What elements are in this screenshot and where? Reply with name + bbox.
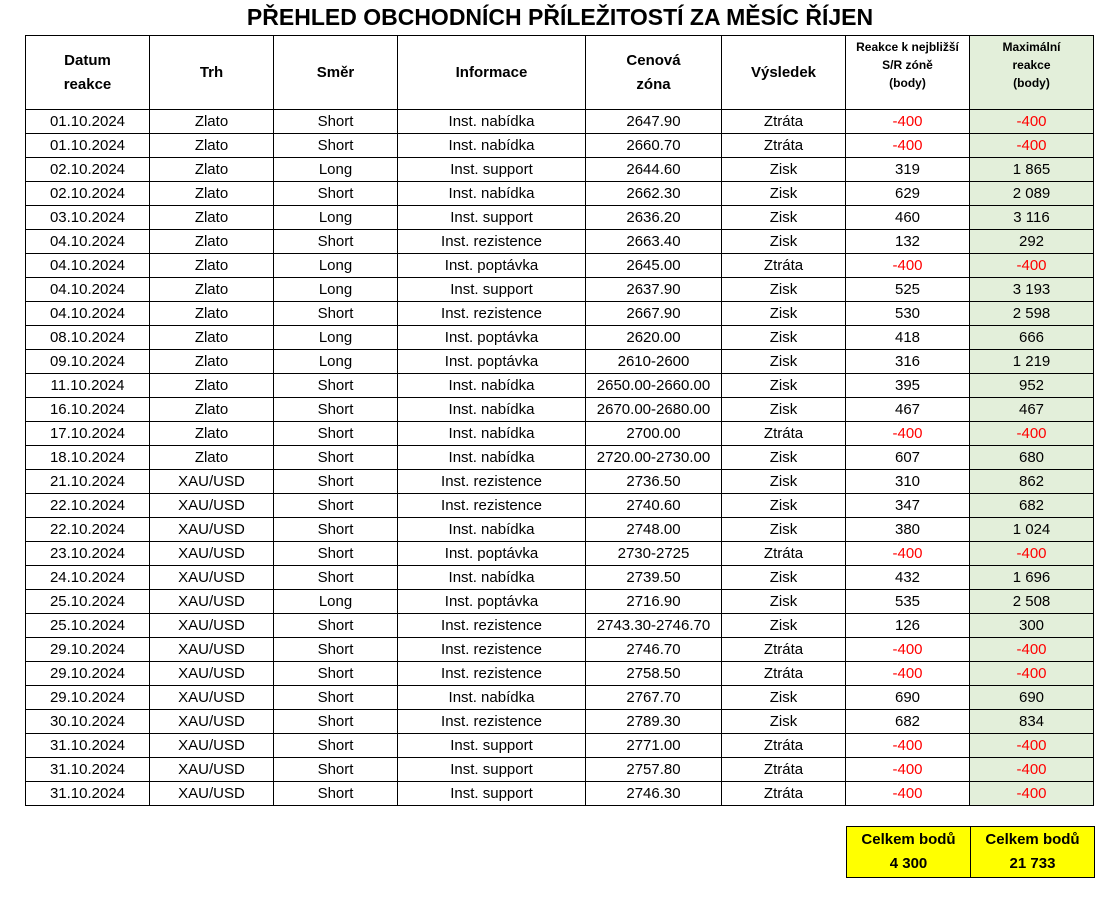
- cell-direction: Long: [274, 158, 398, 182]
- cell-date: 17.10.2024: [26, 422, 150, 446]
- cell-direction: Short: [274, 542, 398, 566]
- cell-result: Ztráta: [722, 782, 846, 806]
- cell-direction: Short: [274, 734, 398, 758]
- cell-reaction: 629: [846, 182, 970, 206]
- cell-zone: 2743.30-2746.70: [586, 614, 722, 638]
- cell-market: XAU/USD: [150, 518, 274, 542]
- cell-date: 25.10.2024: [26, 614, 150, 638]
- cell-zone: 2662.30: [586, 182, 722, 206]
- cell-info: Inst. support: [398, 782, 586, 806]
- cell-date: 22.10.2024: [26, 518, 150, 542]
- cell-date: 09.10.2024: [26, 350, 150, 374]
- header-max-reakce: [970, 36, 1094, 110]
- cell-info: Inst. nabídka: [398, 110, 586, 134]
- cell-direction: Short: [274, 710, 398, 734]
- table-row: [26, 254, 1094, 278]
- table-row: [26, 422, 1094, 446]
- table-row: [26, 398, 1094, 422]
- cell-result: Zisk: [722, 470, 846, 494]
- cell-reaction: 432: [846, 566, 970, 590]
- cell-market: Zlato: [150, 134, 274, 158]
- cell-zone: 2739.50: [586, 566, 722, 590]
- cell-zone: 2636.20: [586, 206, 722, 230]
- cell-reaction: -400: [846, 254, 970, 278]
- cell-zone: 2758.50: [586, 662, 722, 686]
- cell-result: Zisk: [722, 278, 846, 302]
- table-row: [26, 686, 1094, 710]
- cell-max-reaction: -400: [970, 422, 1094, 446]
- cell-info: Inst. nabídka: [398, 134, 586, 158]
- table-row: [26, 470, 1094, 494]
- cell-info: Inst. support: [398, 278, 586, 302]
- cell-date: 04.10.2024: [26, 230, 150, 254]
- cell-direction: Short: [274, 686, 398, 710]
- cell-zone: 2644.60: [586, 158, 722, 182]
- cell-info: Inst. nabídka: [398, 398, 586, 422]
- cell-zone: 2620.00: [586, 326, 722, 350]
- cell-reaction: -400: [846, 110, 970, 134]
- table-body: [26, 110, 1094, 806]
- cell-result: Zisk: [722, 566, 846, 590]
- cell-market: XAU/USD: [150, 758, 274, 782]
- cell-market: Zlato: [150, 398, 274, 422]
- cell-zone: 2740.60: [586, 494, 722, 518]
- cell-max-reaction: -400: [970, 134, 1094, 158]
- table-row: [26, 710, 1094, 734]
- cell-reaction: -400: [846, 662, 970, 686]
- cell-market: Zlato: [150, 446, 274, 470]
- cell-result: Zisk: [722, 350, 846, 374]
- total-reaction-label: Celkem bodů: [861, 831, 956, 848]
- total-max-value: 21 733: [1009, 855, 1056, 872]
- cell-market: XAU/USD: [150, 494, 274, 518]
- cell-result: Zisk: [722, 710, 846, 734]
- cell-zone: 2637.90: [586, 278, 722, 302]
- cell-result: Ztráta: [722, 662, 846, 686]
- cell-max-reaction: 2 598: [970, 302, 1094, 326]
- cell-zone: 2789.30: [586, 710, 722, 734]
- cell-market: Zlato: [150, 278, 274, 302]
- cell-zone: 2645.00: [586, 254, 722, 278]
- cell-reaction: 319: [846, 158, 970, 182]
- cell-result: Ztráta: [722, 734, 846, 758]
- cell-direction: Long: [274, 278, 398, 302]
- cell-zone: 2757.80: [586, 758, 722, 782]
- header-reakce-line3: (body): [889, 76, 926, 90]
- cell-date: 01.10.2024: [26, 110, 150, 134]
- cell-direction: Long: [274, 206, 398, 230]
- cell-date: 30.10.2024: [26, 710, 150, 734]
- cell-result: Zisk: [722, 374, 846, 398]
- header-cenova-line1: Cenová: [626, 51, 681, 69]
- header-smer: Směr: [274, 36, 398, 110]
- cell-max-reaction: 682: [970, 494, 1094, 518]
- cell-zone: 2663.40: [586, 230, 722, 254]
- cell-date: 04.10.2024: [26, 278, 150, 302]
- cell-direction: Short: [274, 518, 398, 542]
- cell-market: XAU/USD: [150, 638, 274, 662]
- cell-max-reaction: 300: [970, 614, 1094, 638]
- cell-max-reaction: 690: [970, 686, 1094, 710]
- cell-max-reaction: 2 508: [970, 590, 1094, 614]
- cell-max-reaction: 666: [970, 326, 1094, 350]
- cell-result: Zisk: [722, 230, 846, 254]
- cell-date: 31.10.2024: [26, 782, 150, 806]
- cell-info: Inst. nabídka: [398, 422, 586, 446]
- cell-reaction: 682: [846, 710, 970, 734]
- cell-zone: 2650.00-2660.00: [586, 374, 722, 398]
- cell-date: 29.10.2024: [26, 686, 150, 710]
- cell-date: 29.10.2024: [26, 638, 150, 662]
- total-max-cell: [971, 827, 1095, 878]
- header-informace: Informace: [398, 36, 586, 110]
- cell-market: XAU/USD: [150, 590, 274, 614]
- cell-max-reaction: 292: [970, 230, 1094, 254]
- cell-market: XAU/USD: [150, 734, 274, 758]
- cell-max-reaction: 2 089: [970, 182, 1094, 206]
- cell-result: Zisk: [722, 302, 846, 326]
- cell-info: Inst. nabídka: [398, 686, 586, 710]
- cell-date: 02.10.2024: [26, 158, 150, 182]
- header-datum-line2: reakce: [63, 75, 112, 93]
- table-row: [26, 638, 1094, 662]
- cell-max-reaction: -400: [970, 638, 1094, 662]
- header-trh: Trh: [150, 36, 274, 110]
- cell-reaction: 535: [846, 590, 970, 614]
- cell-info: Inst. support: [398, 758, 586, 782]
- cell-direction: Short: [274, 446, 398, 470]
- cell-info: Inst. poptávka: [398, 590, 586, 614]
- cell-market: Zlato: [150, 230, 274, 254]
- cell-date: 24.10.2024: [26, 566, 150, 590]
- cell-result: Ztráta: [722, 422, 846, 446]
- cell-reaction: 690: [846, 686, 970, 710]
- cell-info: Inst. rezistence: [398, 662, 586, 686]
- cell-result: Ztráta: [722, 254, 846, 278]
- cell-reaction: 460: [846, 206, 970, 230]
- cell-direction: Long: [274, 326, 398, 350]
- cell-info: Inst. rezistence: [398, 638, 586, 662]
- cell-direction: Short: [274, 398, 398, 422]
- cell-date: 08.10.2024: [26, 326, 150, 350]
- table-row: [26, 494, 1094, 518]
- cell-date: 04.10.2024: [26, 302, 150, 326]
- cell-zone: 2771.00: [586, 734, 722, 758]
- cell-max-reaction: 862: [970, 470, 1094, 494]
- total-reaction-cell: [847, 827, 971, 878]
- cell-market: Zlato: [150, 326, 274, 350]
- header-cenova-line2: zóna: [636, 75, 671, 93]
- cell-direction: Short: [274, 614, 398, 638]
- table-row: [26, 566, 1094, 590]
- cell-max-reaction: -400: [970, 662, 1094, 686]
- cell-direction: Short: [274, 422, 398, 446]
- cell-direction: Long: [274, 254, 398, 278]
- cell-reaction: -400: [846, 734, 970, 758]
- header-cenova-zona: [586, 36, 722, 110]
- cell-date: 04.10.2024: [26, 254, 150, 278]
- cell-market: XAU/USD: [150, 566, 274, 590]
- cell-zone: 2610-2600: [586, 350, 722, 374]
- cell-date: 31.10.2024: [26, 734, 150, 758]
- cell-max-reaction: 1 024: [970, 518, 1094, 542]
- cell-direction: Short: [274, 470, 398, 494]
- cell-reaction: 530: [846, 302, 970, 326]
- table-row: [26, 182, 1094, 206]
- cell-result: Ztráta: [722, 134, 846, 158]
- header-datum-line1: Datum: [64, 51, 111, 69]
- cell-zone: 2767.70: [586, 686, 722, 710]
- cell-max-reaction: -400: [970, 542, 1094, 566]
- cell-info: Inst. nabídka: [398, 446, 586, 470]
- cell-info: Inst. rezistence: [398, 470, 586, 494]
- cell-reaction: 310: [846, 470, 970, 494]
- table-row: [26, 662, 1094, 686]
- cell-zone: 2716.90: [586, 590, 722, 614]
- cell-reaction: 607: [846, 446, 970, 470]
- cell-info: Inst. nabídka: [398, 374, 586, 398]
- cell-market: XAU/USD: [150, 662, 274, 686]
- cell-date: 29.10.2024: [26, 662, 150, 686]
- cell-zone: 2720.00-2730.00: [586, 446, 722, 470]
- cell-direction: Short: [274, 662, 398, 686]
- cell-zone: 2660.70: [586, 134, 722, 158]
- cell-max-reaction: -400: [970, 758, 1094, 782]
- cell-market: XAU/USD: [150, 710, 274, 734]
- cell-reaction: 467: [846, 398, 970, 422]
- table-row: [26, 758, 1094, 782]
- cell-reaction: 418: [846, 326, 970, 350]
- cell-market: Zlato: [150, 182, 274, 206]
- cell-direction: Short: [274, 374, 398, 398]
- cell-info: Inst. nabídka: [398, 518, 586, 542]
- cell-reaction: 347: [846, 494, 970, 518]
- cell-date: 01.10.2024: [26, 134, 150, 158]
- cell-info: Inst. support: [398, 158, 586, 182]
- cell-result: Zisk: [722, 326, 846, 350]
- cell-result: Zisk: [722, 158, 846, 182]
- cell-market: XAU/USD: [150, 782, 274, 806]
- cell-market: Zlato: [150, 254, 274, 278]
- cell-direction: Short: [274, 758, 398, 782]
- cell-market: Zlato: [150, 206, 274, 230]
- cell-reaction: 395: [846, 374, 970, 398]
- cell-reaction: 525: [846, 278, 970, 302]
- cell-date: 03.10.2024: [26, 206, 150, 230]
- table-row: [26, 326, 1094, 350]
- cell-info: Inst. poptávka: [398, 326, 586, 350]
- cell-date: 16.10.2024: [26, 398, 150, 422]
- cell-info: Inst. rezistence: [398, 710, 586, 734]
- cell-max-reaction: 834: [970, 710, 1094, 734]
- cell-market: XAU/USD: [150, 470, 274, 494]
- cell-max-reaction: 1 865: [970, 158, 1094, 182]
- table-row: [26, 590, 1094, 614]
- cell-direction: Long: [274, 350, 398, 374]
- cell-zone: 2736.50: [586, 470, 722, 494]
- cell-market: Zlato: [150, 302, 274, 326]
- cell-result: Zisk: [722, 518, 846, 542]
- table-row: [26, 110, 1094, 134]
- cell-result: Zisk: [722, 182, 846, 206]
- cell-reaction: 126: [846, 614, 970, 638]
- cell-reaction: -400: [846, 422, 970, 446]
- cell-direction: Short: [274, 182, 398, 206]
- cell-reaction: 132: [846, 230, 970, 254]
- header-reakce: [846, 36, 970, 110]
- header-reakce-line2: S/R zóně: [882, 58, 933, 72]
- header-max-line3: (body): [1013, 76, 1050, 90]
- cell-reaction: -400: [846, 542, 970, 566]
- cell-result: Zisk: [722, 686, 846, 710]
- header-datum: [26, 36, 150, 110]
- cell-info: Inst. poptávka: [398, 350, 586, 374]
- cell-direction: Short: [274, 230, 398, 254]
- cell-result: Zisk: [722, 446, 846, 470]
- table-row: [26, 278, 1094, 302]
- cell-info: Inst. rezistence: [398, 614, 586, 638]
- cell-max-reaction: 952: [970, 374, 1094, 398]
- cell-zone: 2670.00-2680.00: [586, 398, 722, 422]
- cell-direction: Long: [274, 590, 398, 614]
- table-row: [26, 542, 1094, 566]
- cell-date: 31.10.2024: [26, 758, 150, 782]
- table-row: [26, 134, 1094, 158]
- cell-market: Zlato: [150, 374, 274, 398]
- cell-market: Zlato: [150, 422, 274, 446]
- header-reakce-line1: Reakce k nejbližší: [856, 40, 959, 54]
- cell-zone: 2647.90: [586, 110, 722, 134]
- cell-market: XAU/USD: [150, 542, 274, 566]
- cell-info: Inst. nabídka: [398, 182, 586, 206]
- total-max-label: Celkem bodů: [985, 831, 1080, 848]
- cell-result: Zisk: [722, 590, 846, 614]
- cell-direction: Short: [274, 110, 398, 134]
- cell-market: Zlato: [150, 110, 274, 134]
- table-row: [26, 230, 1094, 254]
- cell-direction: Short: [274, 302, 398, 326]
- cell-info: Inst. nabídka: [398, 566, 586, 590]
- cell-result: Ztráta: [722, 542, 846, 566]
- cell-max-reaction: 3 116: [970, 206, 1094, 230]
- table-row: [26, 782, 1094, 806]
- table-row: [26, 518, 1094, 542]
- cell-info: Inst. rezistence: [398, 494, 586, 518]
- cell-reaction: 380: [846, 518, 970, 542]
- cell-market: XAU/USD: [150, 686, 274, 710]
- cell-result: Zisk: [722, 614, 846, 638]
- cell-date: 18.10.2024: [26, 446, 150, 470]
- cell-info: Inst. rezistence: [398, 230, 586, 254]
- table-row: [26, 206, 1094, 230]
- cell-direction: Short: [274, 494, 398, 518]
- cell-reaction: 316: [846, 350, 970, 374]
- opportunities-table: [25, 35, 1094, 806]
- cell-info: Inst. rezistence: [398, 302, 586, 326]
- cell-max-reaction: 1 219: [970, 350, 1094, 374]
- cell-market: Zlato: [150, 350, 274, 374]
- cell-info: Inst. poptávka: [398, 254, 586, 278]
- cell-direction: Short: [274, 134, 398, 158]
- cell-date: 22.10.2024: [26, 494, 150, 518]
- cell-max-reaction: -400: [970, 734, 1094, 758]
- table-row: [26, 374, 1094, 398]
- cell-date: 21.10.2024: [26, 470, 150, 494]
- cell-max-reaction: 680: [970, 446, 1094, 470]
- totals-table: [846, 826, 1095, 878]
- header-row: [26, 36, 1094, 110]
- total-reaction-value: 4 300: [889, 855, 928, 872]
- cell-direction: Short: [274, 566, 398, 590]
- cell-zone: 2730-2725: [586, 542, 722, 566]
- cell-zone: 2746.70: [586, 638, 722, 662]
- cell-date: 25.10.2024: [26, 590, 150, 614]
- cell-result: Zisk: [722, 206, 846, 230]
- table-row: [26, 446, 1094, 470]
- cell-reaction: -400: [846, 758, 970, 782]
- cell-max-reaction: -400: [970, 110, 1094, 134]
- table-row: [26, 302, 1094, 326]
- cell-date: 02.10.2024: [26, 182, 150, 206]
- cell-max-reaction: 1 696: [970, 566, 1094, 590]
- cell-max-reaction: 467: [970, 398, 1094, 422]
- cell-info: Inst. support: [398, 206, 586, 230]
- cell-date: 23.10.2024: [26, 542, 150, 566]
- header-max-line2: reakce: [1012, 58, 1051, 72]
- totals-row: [847, 827, 1095, 878]
- cell-result: Ztráta: [722, 758, 846, 782]
- cell-reaction: -400: [846, 134, 970, 158]
- header-vysledek: Výsledek: [722, 36, 846, 110]
- cell-reaction: -400: [846, 638, 970, 662]
- cell-zone: 2700.00: [586, 422, 722, 446]
- cell-zone: 2748.00: [586, 518, 722, 542]
- table-row: [26, 350, 1094, 374]
- cell-max-reaction: 3 193: [970, 278, 1094, 302]
- table-row: [26, 158, 1094, 182]
- cell-max-reaction: -400: [970, 254, 1094, 278]
- cell-direction: Short: [274, 782, 398, 806]
- cell-zone: 2746.30: [586, 782, 722, 806]
- cell-result: Zisk: [722, 494, 846, 518]
- cell-date: 11.10.2024: [26, 374, 150, 398]
- cell-market: Zlato: [150, 158, 274, 182]
- cell-zone: 2667.90: [586, 302, 722, 326]
- cell-info: Inst. support: [398, 734, 586, 758]
- header-max-line1: Maximální: [1002, 40, 1061, 54]
- cell-market: XAU/USD: [150, 614, 274, 638]
- cell-info: Inst. poptávka: [398, 542, 586, 566]
- page-title: PŘEHLED OBCHODNÍCH PŘÍLEŽITOSTÍ ZA MĚSÍC ŘÍJEN: [246, 4, 874, 30]
- cell-reaction: -400: [846, 782, 970, 806]
- cell-result: Zisk: [722, 398, 846, 422]
- cell-direction: Short: [274, 638, 398, 662]
- table-row: [26, 614, 1094, 638]
- table-row: [26, 734, 1094, 758]
- cell-max-reaction: -400: [970, 782, 1094, 806]
- cell-result: Ztráta: [722, 638, 846, 662]
- cell-result: Ztráta: [722, 110, 846, 134]
